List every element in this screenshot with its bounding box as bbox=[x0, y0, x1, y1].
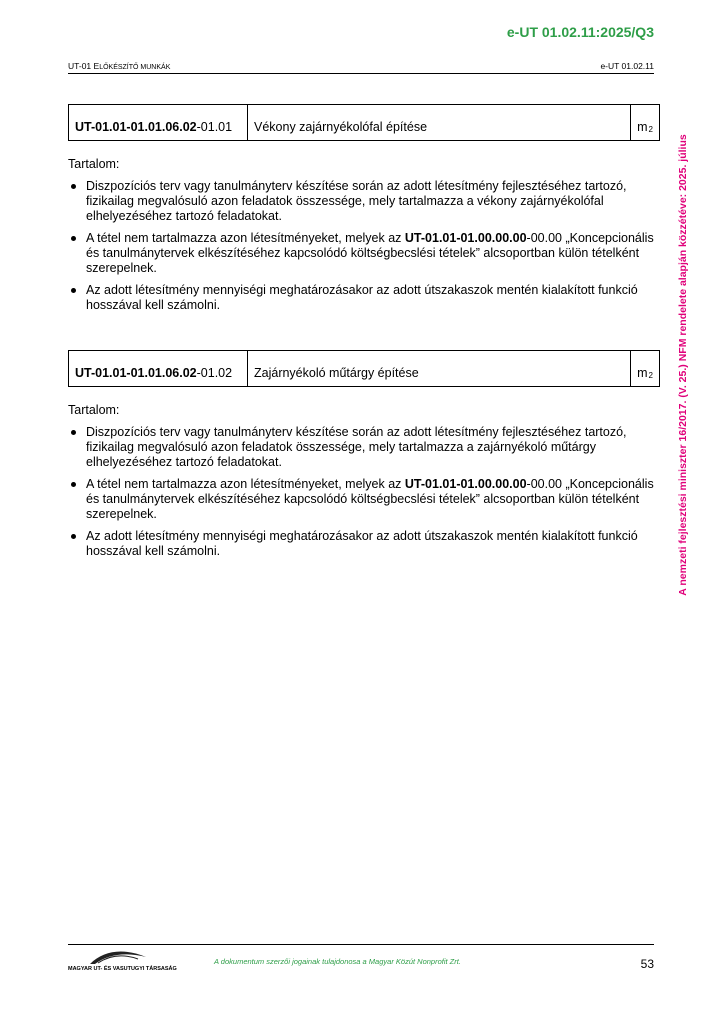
item-block bbox=[68, 104, 660, 320]
item-unit: m $_2$ bbox=[637, 366, 653, 380]
logo-swoosh-icon bbox=[68, 948, 168, 966]
document-code: e-UT 01.02.11:2025/Q3 bbox=[506, 24, 654, 40]
side-note: A nemzeti fejlesztési miniszter 16/2017. (V. 25.) NFM rendelete alapján közzétéve: 2025. július bbox=[677, 134, 689, 596]
item-block bbox=[68, 350, 660, 566]
running-header bbox=[68, 58, 654, 74]
list-item: Diszpozíciós terv vagy tanulmányterv készítése során az adott létesítmény fejlesztéséhez tartozó, fizikailag megvalósuló azon feladatok összessége, mely tartalmazza a zajárnyékoló műtárgy elhelyezéséhez tartozó feladatokat. bbox=[86, 425, 660, 470]
header-right: e-UT 01.02.11 bbox=[600, 61, 654, 71]
page-number: 53 bbox=[640, 957, 654, 971]
header-left: UT-01 ELŐKÉSZÍTŐ MUNKÁK bbox=[68, 61, 171, 71]
contents-label: Tartalom: bbox=[68, 403, 120, 417]
contents-label: Tartalom: bbox=[68, 157, 120, 171]
item-header-row bbox=[68, 350, 660, 387]
contents-list bbox=[68, 425, 660, 559]
logo bbox=[68, 948, 177, 972]
footer-divider bbox=[68, 944, 654, 945]
item-name: Zajárnyékoló műtárgy építése bbox=[248, 351, 631, 386]
item-code: UT-01.01-01.01.06.02 -01.02 bbox=[69, 351, 248, 386]
contents-list bbox=[68, 179, 660, 313]
list-item: Diszpozíciós terv vagy tanulmányterv készítése során az adott létesítmény fejlesztéséhez tartozó, fizikailag megvalósuló azon feladatok összessége, mely tartalmazza a vékony zajárnyékolófal elhelyezéséhez tartozó feladatokat. bbox=[86, 179, 660, 224]
item-code: UT-01.01-01.01.06.02 -01.01 bbox=[69, 105, 248, 140]
list-item: A tétel nem tartalmazza azon létesítményeket, melyek az UT-01.01-01.00.00.00-00.00 „Koncepcionális és tanulmánytervek elkészítéséhez kapcsolódó költségbecslési tételek” alcsoportban külön tételként szerepelnek. bbox=[86, 477, 660, 522]
item-name: Vékony zajárnyékolófal építése bbox=[248, 105, 631, 140]
list-item: Az adott létesítmény mennyiségi meghatározásakor az adott útszakaszok mentén kialakított funkció hosszával kell számolni. bbox=[86, 529, 660, 559]
list-item: A tétel nem tartalmazza azon létesítményeket, melyek az UT-01.01-01.00.00.00-00.00 „Koncepcionális és tanulmánytervek elkészítéséhez kapcsolódó költségbecslési tételek” alcsoportban külön tételként szerepelnek. bbox=[86, 231, 660, 276]
item-header-row bbox=[68, 104, 660, 141]
logo-text: MAGYAR UT- ÉS VASUTUGYI TÁRSASÁG bbox=[68, 966, 177, 972]
footer-copyright: A dokumentum szerzői jogainak tulajdonosa a Magyar Közút Nonprofit Zrt. bbox=[214, 957, 461, 966]
item-unit: m $_2$ bbox=[637, 120, 653, 134]
list-item: Az adott létesítmény mennyiségi meghatározásakor az adott útszakaszok mentén kialakított funkció hosszával kell számolni. bbox=[86, 283, 660, 313]
